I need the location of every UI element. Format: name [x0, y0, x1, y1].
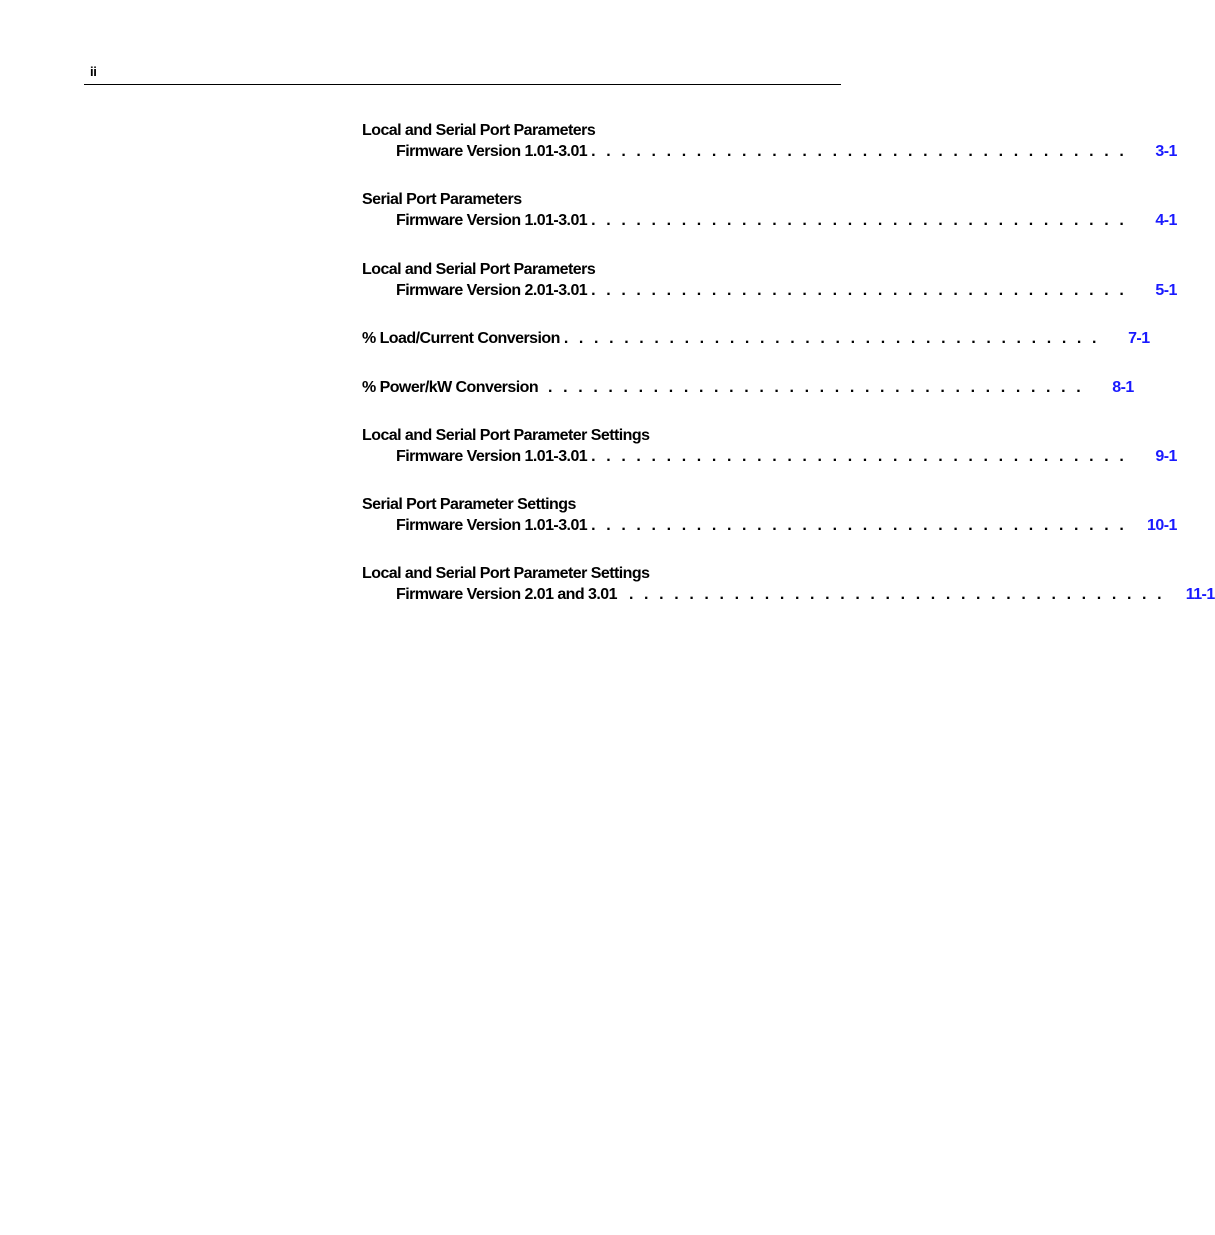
toc-entry-line — [362, 446, 1177, 467]
toc-entry-subtitle: Firmware Version 2.01-3.01 — [396, 282, 588, 299]
dot-leader: . . . . . . . . . . . . . . . . . . . . . . . . . . . . . . . . . . . . — [591, 448, 1127, 465]
toc-page-link[interactable]: 3-1 — [1155, 143, 1177, 160]
toc-entry — [362, 377, 1134, 398]
toc-entry-line — [362, 141, 1177, 162]
toc-entry-title: Serial Port Parameters — [362, 191, 522, 208]
dot-leader: . . . . . . . . . . . . . . . . . . . . . . . . . . . . . . . . . . . . — [591, 282, 1127, 299]
dot-leader: . . . . . . . . . . . . . . . . . . . . . . . . . . . . . . . . . . . . — [548, 379, 1084, 396]
toc-entry-line — [362, 280, 1177, 301]
toc-entry — [362, 259, 1177, 301]
toc-page-link[interactable]: 7-1 — [1128, 330, 1150, 347]
toc-entry — [362, 120, 1177, 162]
dot-leader: . . . . . . . . . . . . . . . . . . . . . . . . . . . . . . . . . . . . — [591, 143, 1127, 160]
dot-leader: . . . . . . . . . . . . . . . . . . . . . . . . . . . . . . . . . . . . — [628, 586, 1165, 603]
toc-entry — [362, 494, 1177, 536]
toc-entry-subtitle: Firmware Version 1.01-3.01 — [396, 212, 588, 229]
dot-leader: . . . . . . . . . . . . . . . . . . . . . . . . . . . . . . . . . . . . — [563, 330, 1100, 347]
toc-entry-line — [362, 515, 1177, 536]
toc-page-link[interactable]: 4-1 — [1155, 212, 1177, 229]
toc-entry-title: Local and Serial Port Parameters — [362, 261, 596, 278]
toc-entry-line — [362, 377, 1134, 398]
toc-entry — [362, 328, 1150, 349]
toc-page-link[interactable]: 11-1 — [1185, 586, 1215, 603]
header-rule — [84, 84, 841, 85]
toc-entry-subtitle: Firmware Version 1.01-3.01 — [396, 517, 588, 534]
toc-entry-title: Serial Port Parameter Settings — [362, 496, 576, 513]
toc-entry-subtitle: Firmware Version 1.01-3.01 — [396, 143, 588, 160]
toc-entry-subtitle: Firmware Version 2.01 and 3.01 — [396, 586, 617, 603]
toc-entry-title: Local and Serial Port Parameters — [362, 122, 596, 139]
table-of-contents — [362, 120, 1215, 605]
toc-entry — [362, 563, 1215, 605]
dot-leader: . . . . . . . . . . . . . . . . . . . . . . . . . . . . . . . . . . . . — [591, 517, 1127, 534]
toc-entry-subtitle: Firmware Version 1.01-3.01 — [396, 448, 588, 465]
toc-page-link[interactable]: 5-1 — [1155, 282, 1177, 299]
toc-entry-title: % Load/Current Conversion — [362, 330, 560, 347]
toc-entry-line — [362, 210, 1177, 231]
dot-leader: . . . . . . . . . . . . . . . . . . . . . . . . . . . . . . . . . . . . — [591, 212, 1127, 229]
toc-entry-title: Local and Serial Port Parameter Settings — [362, 565, 650, 582]
toc-entry — [362, 189, 1177, 231]
toc-entry-line — [362, 328, 1150, 349]
toc-page-link[interactable]: 9-1 — [1155, 448, 1177, 465]
toc-entry-title: % Power/kW Conversion — [362, 379, 539, 396]
toc-entry-title: Local and Serial Port Parameter Settings — [362, 427, 650, 444]
toc-page-link[interactable]: 10-1 — [1147, 517, 1177, 534]
toc-entry-line — [362, 584, 1215, 605]
toc-entry — [362, 425, 1177, 467]
toc-page-link[interactable]: 8-1 — [1112, 379, 1134, 396]
page-number: ii — [90, 64, 97, 79]
